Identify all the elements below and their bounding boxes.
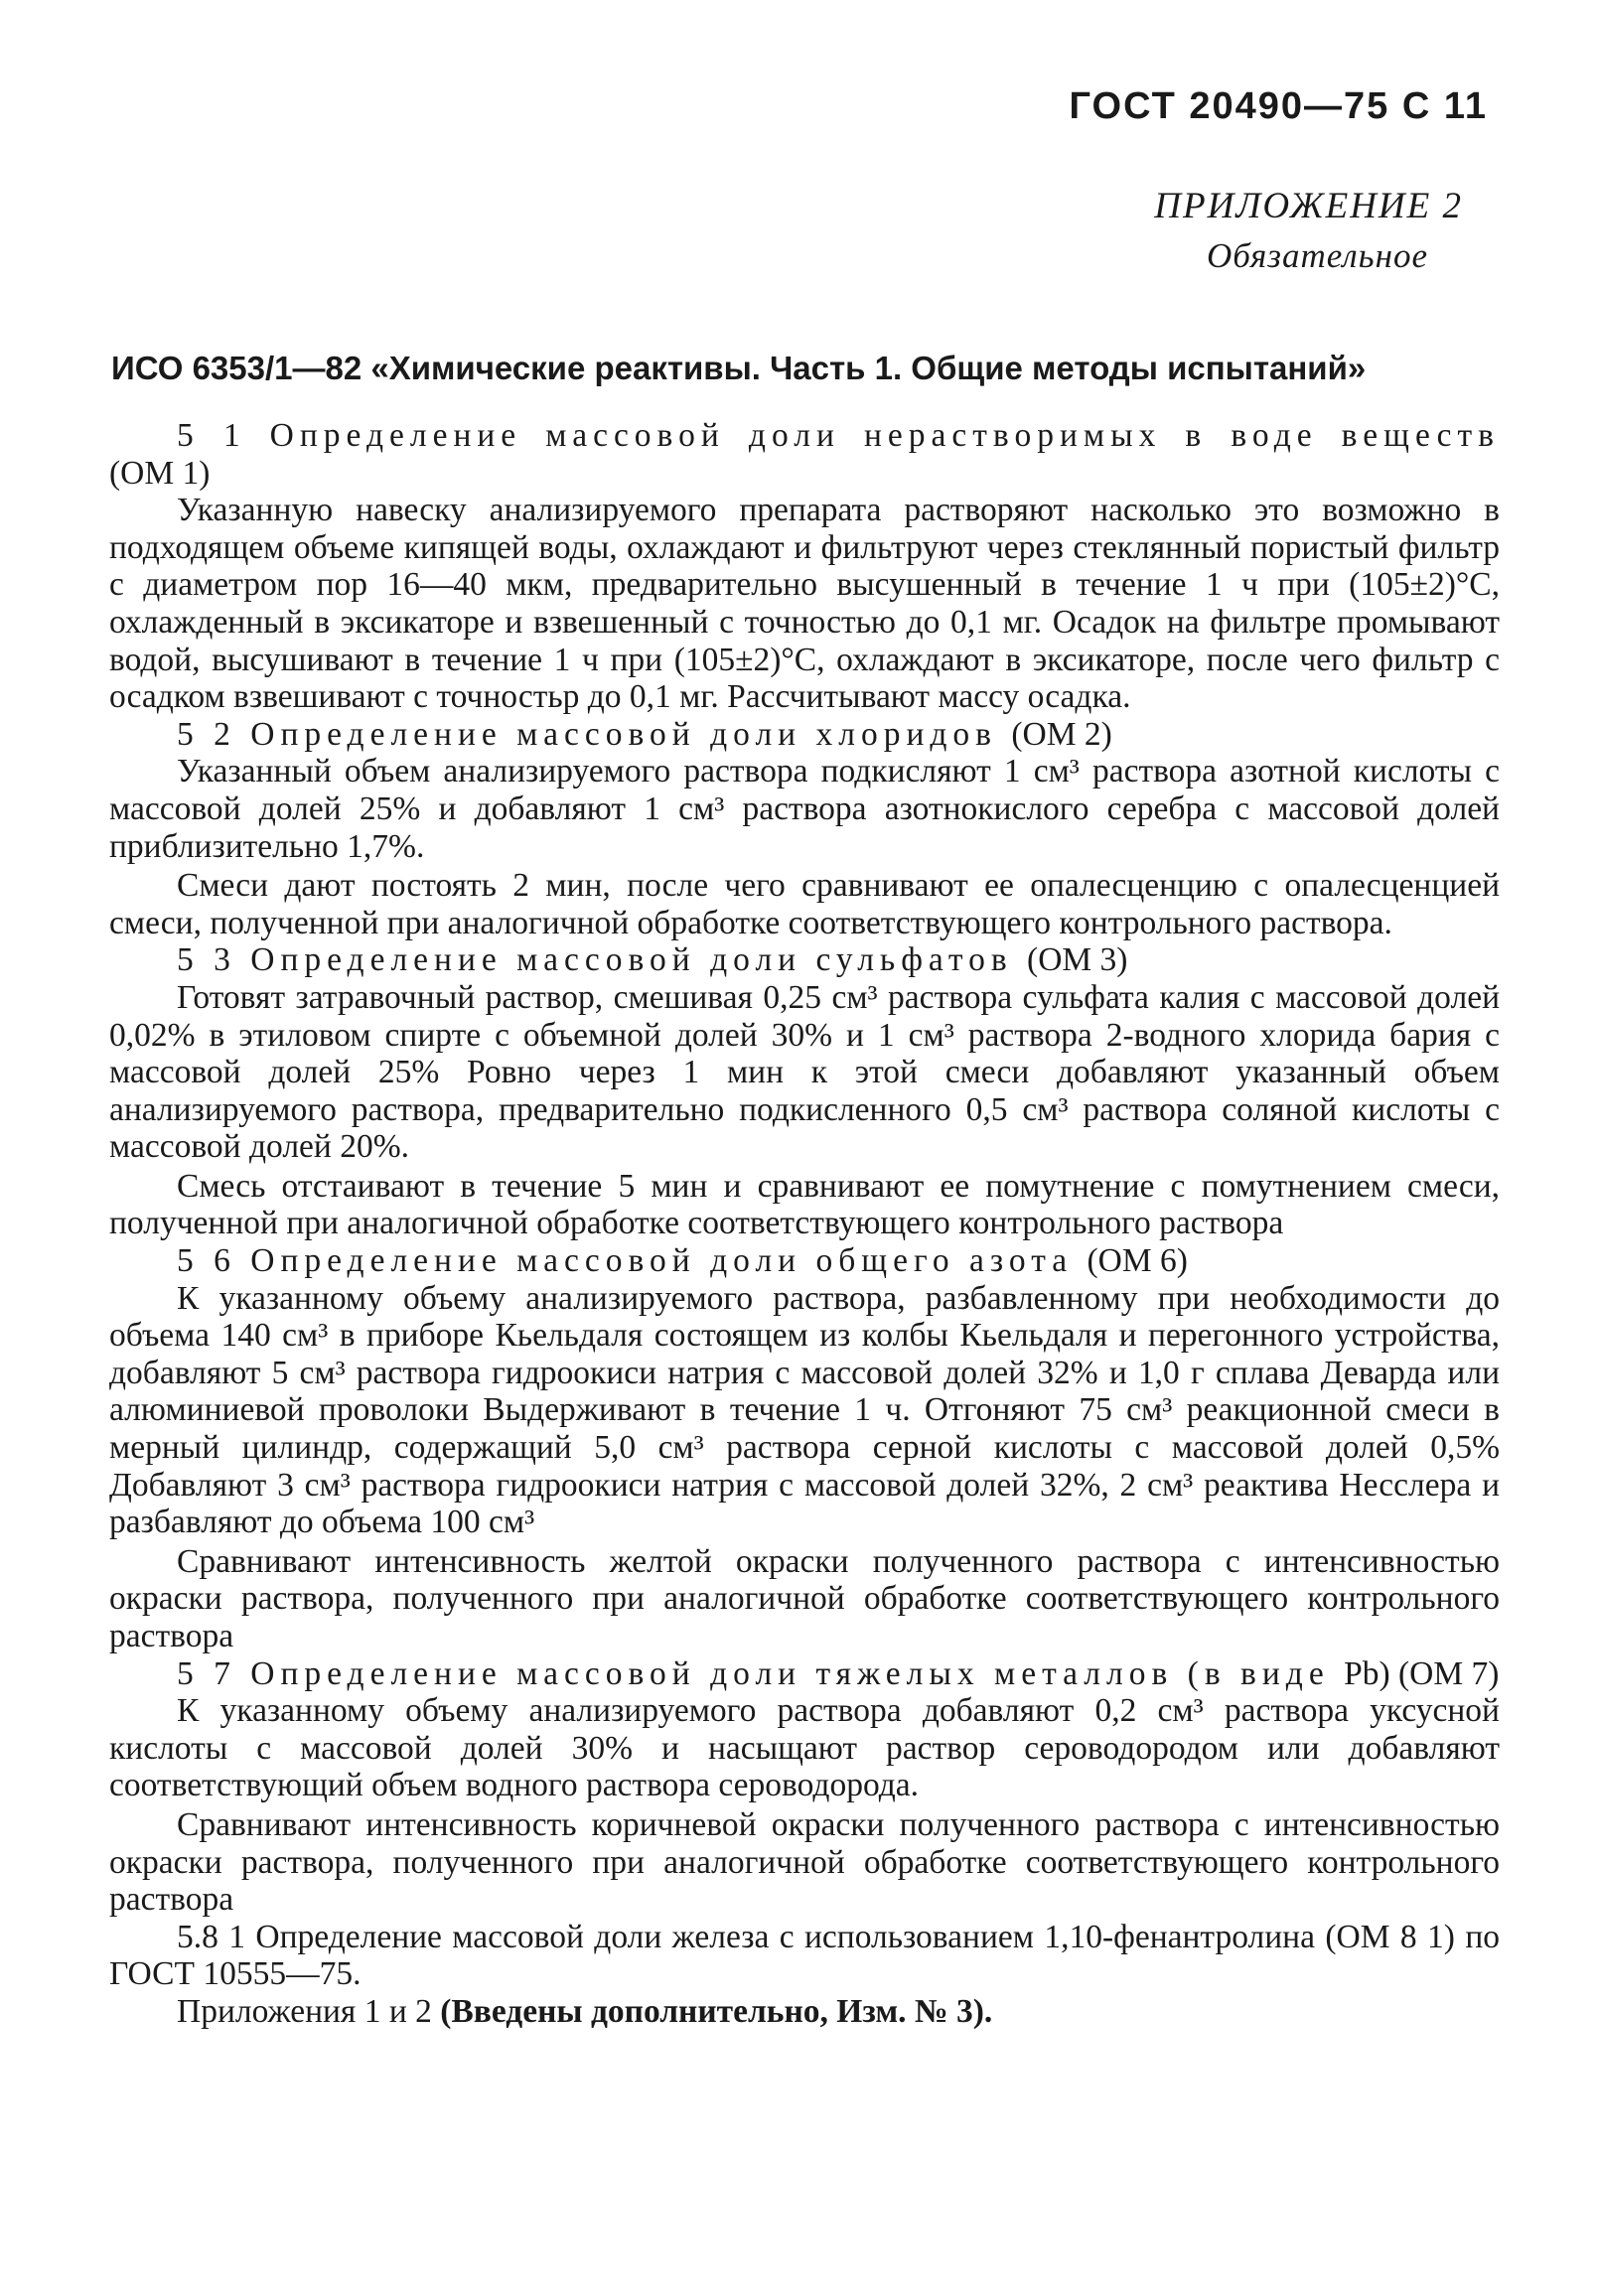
paragraph: Сравнивают интенсивность желтой окраски полученного раствора с интенсивностью окраски раствора, полученного при аналогичной обработке соответствующего контрольного раствора (109, 1542, 1500, 1654)
section-heading-5-7: 5 7 Определение массовой доли тяжелых металлов (в виде Pb) (ОМ 7) (177, 1654, 1500, 1692)
paragraph: Готовят затравочный раствор, смешивая 0,25 см³ раствора сульфата калия с массовой долей 0,02% в этиловом спирте с объемной долей 30% и 1 см³ раствора 2-водного хлорида бария с массовой долей 25% Ровно через 1 мин к этой смеси добавляют указанный объем анализируемого раствора, предварительно подкисленного 0,5 см³ раствора соляной кислоты с массовой долей 20%. (109, 978, 1500, 1166)
paragraph: К указанному объему анализируемого раствора добавляют 0,2 см³ раствора уксусной кислоты с массовой долей 30% и насыщают раствор сероводородом или добавляют соответствующий объем водного раствора сероводорода. (109, 1692, 1500, 1804)
section-heading-5-2: 5 2 Определение массовой доли хлоридов (ОМ 2) (177, 715, 1112, 753)
standard-reference: ГОСТ 20490—75 С 11 (1069, 85, 1488, 127)
paragraph-5-8-1: 5.8 1 Определение массовой доли железа с использованием 1,10-фенантролина (ОМ 8 1) по ГОСТ 10555—75. (109, 1918, 1500, 1993)
paragraph: К указанному объему анализируемого раствора, разбавленному при необходимости до объема 140 см³ в приборе Кьельдаля состоящем из колбы Кьельдаля и перегонного устройства, добавляют 5 см³ раствора гидроокиси натрия с массовой долей 32% и 1,0 г сплава Деварда или алюминиевой проволоки Выдерживают в течение 1 ч. Отгоняют 75 см³ реакционной смеси в мерный цилиндр, содержащий 5,0 см³ раствора серной кислоты с массовой долей 0,5% Добавляют 3 см³ раствора гидроокиси натрия с массовой долей 32%, 2 см³ реактива Несслера и разбавляют до объема 100 см³ (109, 1279, 1500, 1541)
amendment-note: Приложения 1 и 2 (Введены дополнительно, Изм. № 3). (177, 1992, 993, 2030)
document-title: ИСО 6353/1—82 «Химические реактивы. Часть 1. Общие методы испытаний» (111, 350, 1367, 386)
paragraph: Смесь отстаивают в течение 5 мин и сравнивают ее помутнение с помутнением смеси, полученной при аналогичной обработке соответствующего контрольного раствора (109, 1167, 1500, 1242)
section-heading-5-1: 5 1 Определение массовой доли нерастворимых в воде веществ (ОМ 1) (109, 417, 1500, 492)
paragraph: Сравнивают интенсивность коричневой окраски полученного раствора с интенсивностью окраски раствора, полученного при аналогичной обработке соответствующего контрольного раствора (109, 1805, 1500, 1919)
paragraph: Указанную навеску анализируемого препарата растворяют насколько это возможно в подходящем объеме кипящей воды, охлаждают и фильтруют через стеклянный пористый фильтр с диаметром пор 16—40 мкм, предварительно высушенный в течение 1 ч при (105±2)°С, охлажденный в эксикаторе и взвешенный с точностью до 0,1 мг. Осадок на фильтре промывают водой, высушивают в течение 1 ч при (105±2)°С, охлаждают в эксикаторе, после чего фильтр с осадком взвешивают с точностьр до 0,1 мг. Рассчитывают массу осадка. (109, 492, 1500, 716)
appendix-title: ПРИЛОЖЕНИЕ 2 (1154, 186, 1463, 226)
section-heading-5-6: 5 6 Определение массовой доли общего азота (ОМ 6) (177, 1242, 1188, 1280)
paragraph: Указанный объем анализируемого раствора подкисляют 1 см³ раствора азотной кислоты с массовой долей 25% и добавляют 1 см³ раствора азотнокислого серебра с массовой долей приблизительно 1,7%. (109, 753, 1500, 865)
section-heading-5-3: 5 3 Определение массовой доли сульфатов (ОМ 3) (177, 941, 1128, 979)
paragraph: Смеси дают постоять 2 мин, после чего сравнивают ее опалесценцию с опалесценцией смеси, полученной при аналогичной обработке соответствующего контрольного раствора. (109, 867, 1500, 941)
appendix-status: Обязательное (1207, 236, 1428, 275)
document-body (109, 417, 1500, 2031)
